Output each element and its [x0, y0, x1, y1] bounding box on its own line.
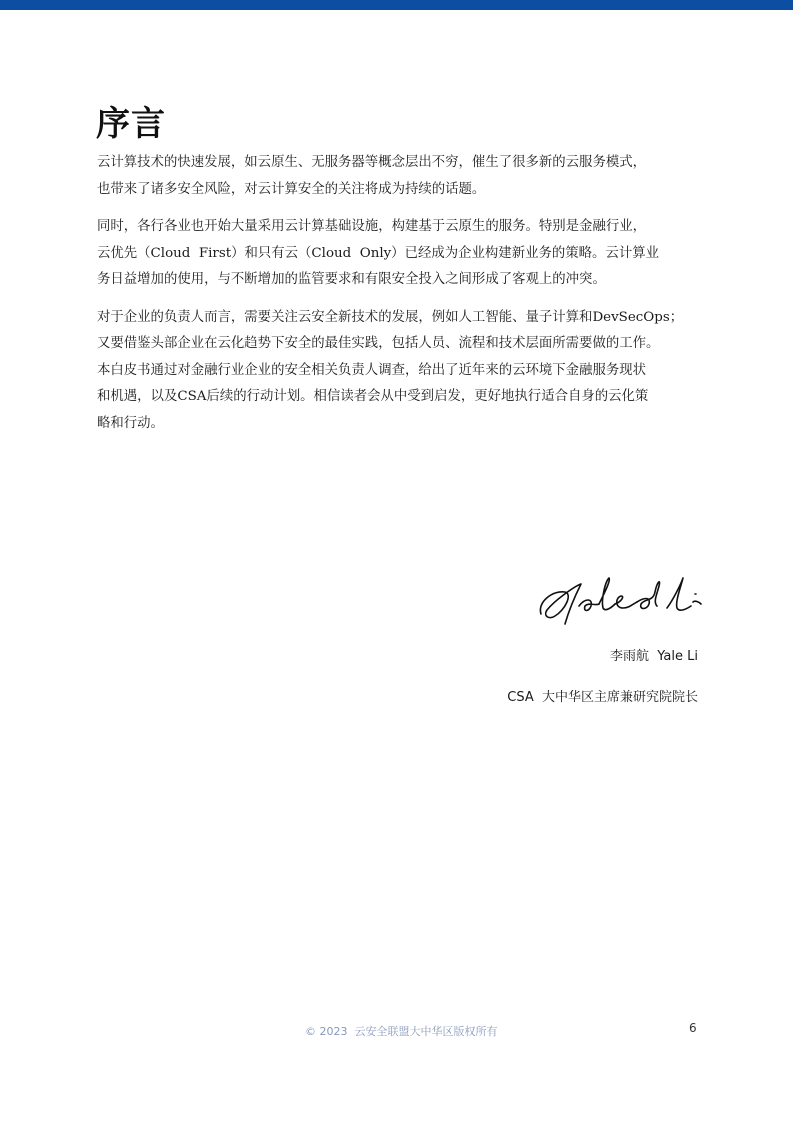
paragraph-line: 本白皮书通过对金融行业企业的安全相关负责人调查，给出了近年来的云环境下金融服务现状 [97, 362, 647, 378]
paragraph-line: 和机遇，以及CSA后续的行动计划。相信读者会从中受到启发，更好地执行适合自身的云化策 [97, 389, 649, 404]
top-accent-bar [0, 0, 793, 10]
page-title: 序言 [96, 104, 166, 144]
preface-body [97, 150, 703, 448]
paragraph-line: 云计算技术的快速发展，如云原生、无服务器等概念层出不穷，催生了很多新的云服务模式， [97, 155, 647, 170]
page-number: 6 [689, 1021, 697, 1035]
paragraph-line: 也带来了诸多安全风险，对云计算安全的关注将成为持续的话题。 [97, 181, 486, 197]
signatory-title: CSA 大中华区主席兼研究院院长 [507, 690, 698, 705]
paragraph-3 [97, 305, 703, 438]
paragraph-line: 同时，各行各业也开始大量采用云计算基础设施，构建基于云原生的服务。特别是金融行业， [97, 219, 647, 234]
signatory-name: 李雨航 Yale Li [610, 649, 698, 664]
paragraph-line: 云优先（Cloud First）和只有云（Cloud Only）已经成为企业构建新业务的策略。云计算业 [97, 245, 659, 261]
paragraph-line: 对于企业的负责人而言，需要关注云安全新技术的发展，例如人工智能、量子计算和DevSecOps； [97, 309, 684, 325]
footer-copyright: © 2023 云安全联盟大中华区版权所有 [305, 1025, 498, 1038]
paragraph-line: 务日益增加的使用，与不断增加的监管要求和有限安全投入之间形成了客观上的冲突。 [97, 272, 606, 287]
paragraph-line: 略和行动。 [97, 415, 164, 431]
handwritten-signature [535, 572, 707, 628]
paragraph-2 [97, 214, 703, 294]
paragraph-1 [97, 150, 703, 203]
paragraph-line: 又要借鉴头部企业在云化趋势下安全的最佳实践，包括人员、流程和技术层面所需要做的工作。 [97, 336, 660, 351]
